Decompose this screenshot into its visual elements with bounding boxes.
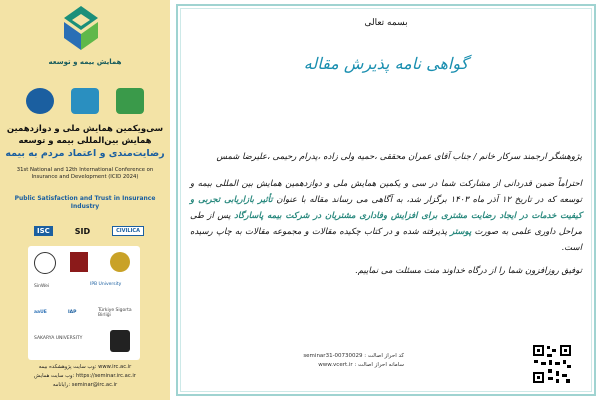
code-value: seminar31-00730029 bbox=[303, 353, 363, 359]
recipient-line: پژوهشگر ارجمند سرکار خانم / جناب آقای عمران محققی ،حمیه ولی زاده ،پدرام رحیمی ،علیرضا شمس bbox=[216, 152, 582, 162]
verify-label: سامانه احراز اصالت : bbox=[354, 362, 404, 368]
certificate bbox=[176, 4, 596, 396]
logo-text: همایش بیمه و توسعه bbox=[48, 58, 122, 66]
sponsor-logos bbox=[18, 86, 152, 116]
qr-code-icon[interactable] bbox=[532, 344, 572, 384]
partner-emblem-icon bbox=[70, 252, 88, 272]
conference-logo-icon bbox=[50, 6, 112, 54]
conference-theme-fa: رضایت‌مندی و اعتماد مردم به بیمه bbox=[5, 148, 165, 159]
partner-turkiye: Türkiye Sigorta Birliği bbox=[98, 308, 132, 318]
basmala: بسمه تعالی bbox=[364, 18, 408, 28]
verification-info bbox=[264, 352, 404, 370]
closing-wish: توفیق روزافزون شما را از درگاه خداوند منت مسئلت می نماییم. bbox=[355, 266, 582, 276]
footer-email-link[interactable]: seminar@irc.ac.ir bbox=[71, 382, 118, 388]
partner-shield-icon bbox=[110, 252, 130, 272]
conference-name-fa-line2: همایش بین‌المللی بیمه و توسعه bbox=[18, 136, 152, 146]
body-intro: احتراماً ضمن قدردانی از مشارکت شما در سی و یکمین همایش ملی و دوازدهمین همایش بین المللی بیمه و توسعه که در تاریخ ۱۲ آذر ماه ۱۴۰۳ برگزار شد، به آگاهی می رساند مقاله با عنوان bbox=[190, 179, 582, 205]
central-insurance-logo-icon bbox=[26, 88, 54, 114]
conference-theme-en: Public Satisfaction and Trust in Insurance Industry bbox=[14, 195, 156, 210]
isc-logo: ISC bbox=[34, 226, 53, 236]
partner-sakarya: SAKARYA UNIVERSITY bbox=[34, 336, 83, 341]
index-logos bbox=[34, 224, 144, 238]
research-center-logo-icon bbox=[71, 88, 99, 114]
insurance-federation-logo-icon bbox=[116, 88, 144, 114]
footer-email: رایانامه: seminar@irc.ac.ir bbox=[52, 382, 118, 388]
partner-aaue: aaUE bbox=[34, 310, 47, 315]
verify-link[interactable]: www.vcert.ir bbox=[318, 362, 353, 368]
partner-logos bbox=[28, 246, 140, 360]
footer-conference-link[interactable]: https://seminar.irc.ac.ir bbox=[75, 373, 136, 379]
paper-title: تأثیر بازاریابی تجربی و کیفیت خدمات در ایجاد رضایت مشتری برای افزایش وفاداری مشتریان در شرکت بیمه پاسارگاد bbox=[190, 195, 582, 221]
certificate-body bbox=[190, 176, 582, 256]
civilica-logo: CIVILICA bbox=[112, 226, 144, 236]
partner-iap: IAP bbox=[68, 310, 77, 315]
conference-name-en: 31st National and 12th International Conference on Insurance and Development (ICID 2024) bbox=[16, 167, 154, 180]
footer-conference-site: وب سایت همایش: https://seminar.irc.ac.ir bbox=[34, 373, 136, 379]
conference-name-fa-line1: سی‌ویکمین همایش ملی و دوازدهمین bbox=[6, 124, 164, 134]
partner-crest-icon bbox=[110, 330, 130, 352]
footer-site: وب سایت پژوهشکده بیمه: www.irc.ac.ir bbox=[38, 364, 132, 370]
presentation-type: پوستر bbox=[450, 227, 472, 237]
partner-ipb: IPB University bbox=[90, 282, 122, 287]
code-label: کد احراز اصالت : bbox=[364, 353, 404, 359]
partner-seal-icon bbox=[34, 252, 56, 274]
sidebar bbox=[0, 0, 170, 400]
certificate-title: گواهی نامه پذیرش مقاله bbox=[303, 54, 469, 73]
sid-logo: SID bbox=[74, 226, 91, 236]
body-accepted: پذیرفته شده و در کتاب چکیده مقالات و مجموعه مقالات به چاپ رسیده است. bbox=[190, 227, 582, 253]
body-review: پس از طی مراحل داوری علمی به صورت bbox=[190, 211, 583, 237]
footer-site-link[interactable]: www.irc.ac.ir bbox=[98, 364, 132, 370]
partner-sinwei: SinWei bbox=[34, 284, 50, 289]
